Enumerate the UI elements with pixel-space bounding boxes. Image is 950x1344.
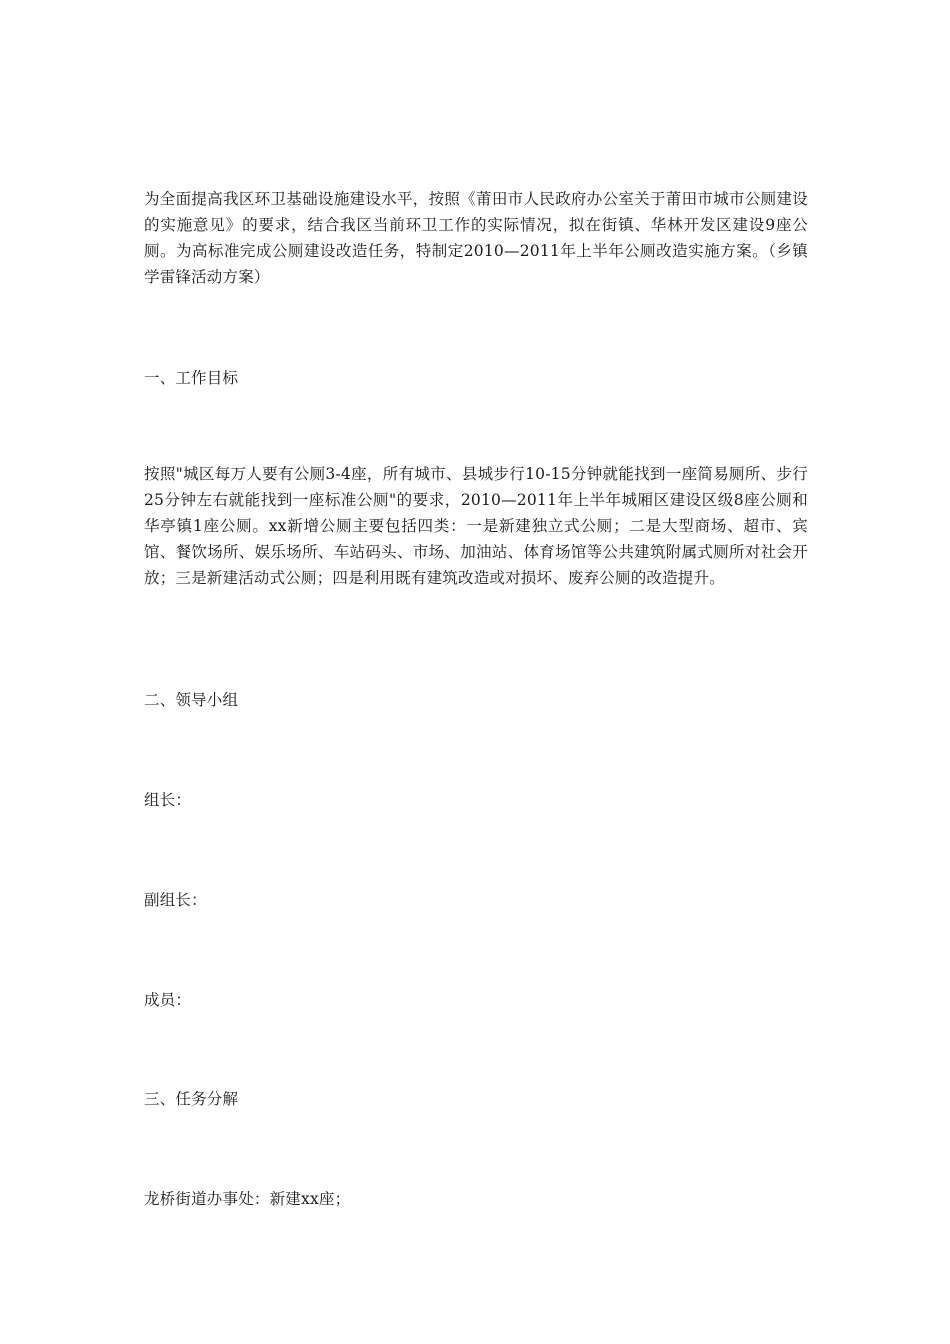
section-heading-work-goals: 一、工作目标	[144, 369, 239, 387]
section-heading-leadership-group: 二、领导小组	[144, 691, 239, 709]
deputy-leader-label: 副组长：	[144, 891, 207, 909]
task-line: 龙桥街道办事处：新建xx座；	[144, 1190, 351, 1208]
leader-label: 组长：	[144, 791, 192, 809]
work-goals-paragraph: 按照"城区每万人要有公厕3-4座，所有城市、县城步行10-15分钟就能找到一座简易厕所、步行25分钟左右就能找到一座标准公厕"的要求，2010—2011年上半年城厢区建设区级8座公厕和华亭镇1座公厕。xx新增公厕主要包括四类：一是新建独立式公厕；二是大型商场、超市、宾馆、餐饮场所、娱乐场所、车站码头、市场、加油站、体育场馆等公共建筑附属式厕所对社会开放；三是新建活动式公厕；四是利用既有建筑改造或对损坏、废弃公厕的改造提升。	[144, 465, 808, 587]
members-label: 成员：	[144, 991, 192, 1009]
intro-paragraph: 为全面提高我区环卫基础设施建设水平，按照《莆田市人民政府办公室关于莆田市城市公厕建设的实施意见》的要求，结合我区当前环卫工作的实际情况，拟在街镇、华林开发区建设9座公厕。为高标准完成公厕建设改造任务，特制定2010—2011年上半年公厕改造实施方案。（乡镇学雷锋活动方案）	[144, 190, 808, 286]
section-heading-task-breakdown: 三、任务分解	[144, 1090, 239, 1108]
